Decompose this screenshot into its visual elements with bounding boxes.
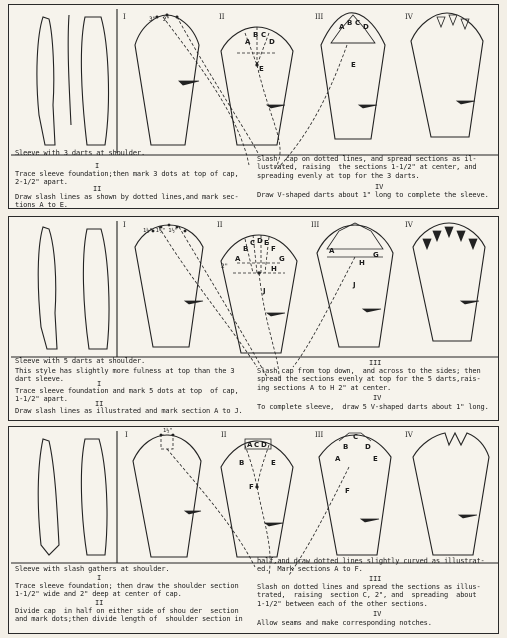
- step-1-text: Trace sleeve foundation;then mark 3 dots at top of cap, 2-1/2" apart.: [15, 170, 239, 187]
- section-label: C: [250, 239, 255, 247]
- step-4-text: Allow seams and make corresponding notches.: [257, 619, 432, 627]
- panel-five-darts: [8, 216, 499, 421]
- step-numeral: I: [97, 574, 102, 582]
- section-label: C: [353, 433, 358, 441]
- section-label: A: [235, 255, 241, 263]
- section-label: A: [245, 38, 251, 46]
- cap-measurement: 3" 2": [149, 16, 170, 23]
- section-label: B: [243, 245, 249, 253]
- cap-measurement: 1½" 1½" 1½": [143, 228, 178, 234]
- step-2-text: Divide cap in half on either side of shou der section and mark dots;then divide length of shoulder section in: [15, 607, 243, 624]
- step-numeral: III: [315, 13, 324, 21]
- step-numeral: III: [369, 575, 382, 583]
- section-label: E: [259, 65, 264, 73]
- section-label: D: [257, 237, 263, 245]
- step-2-text: Draw slash lines as illustrated and mark section A to J.: [15, 407, 243, 415]
- step-numeral: II: [217, 221, 223, 229]
- section-label: F: [271, 245, 276, 253]
- section-label: D: [363, 23, 369, 31]
- section-label: D: [261, 441, 267, 449]
- section-label: B: [343, 443, 349, 451]
- section-label: G: [373, 251, 379, 259]
- section-label: J: [353, 281, 356, 289]
- section-label: E: [264, 239, 269, 247]
- step-4-text: Draw V-shaped darts about 1" long to complete the sleeve.: [257, 191, 489, 199]
- panel-three-darts: [8, 4, 499, 209]
- panel-caption: Sleeve with 5 darts at shoulder.: [15, 357, 146, 365]
- section-label: D: [365, 443, 371, 451]
- step-numeral: II: [93, 185, 102, 193]
- section-label: A: [247, 441, 253, 449]
- section-label: E: [373, 455, 378, 463]
- section-label: F: [249, 483, 254, 491]
- panel-caption: Sleeve with 3 darts at shoulder.: [15, 149, 146, 157]
- step-numeral: I: [123, 221, 126, 229]
- section-label: A: [339, 23, 345, 31]
- section-label: B: [239, 459, 245, 467]
- step-numeral: II: [221, 431, 227, 439]
- step-2-continued-text: half,and draw dotted lines slightly curved as illustrat- ed. Mark sections A to F.: [257, 557, 485, 574]
- section-label: F: [345, 487, 350, 495]
- step-numeral: IV: [405, 13, 413, 21]
- section-label: E: [351, 61, 356, 69]
- depth-measurement: 2": [221, 263, 228, 270]
- section-label: J: [263, 287, 266, 295]
- step-numeral: III: [315, 431, 324, 439]
- step-numeral: I: [95, 162, 100, 170]
- step-numeral: I: [123, 13, 126, 21]
- intro-text: This style has slightly more fulness at top than the 3 dart sleeve.: [15, 367, 235, 384]
- step-1-text: Trace sleeve foundation and mark 5 dots at top of cap, 1-1/2" apart.: [15, 387, 239, 404]
- step-numeral: III: [369, 359, 382, 367]
- panel-caption: Sleeve with slash gathers at shoulder.: [15, 565, 170, 573]
- step-3-text: Slash cap on dotted lines, and spread sections as il- lustrated, raising the sections 1-1/2" at center, and spreading evenly at top for the 3 darts.: [257, 155, 477, 180]
- step-numeral: IV: [405, 221, 413, 229]
- step-numeral: III: [311, 221, 320, 229]
- step-numeral: II: [95, 599, 104, 607]
- section-label: H: [271, 265, 277, 273]
- step-numeral: IV: [375, 183, 384, 191]
- step-numeral: II: [219, 13, 225, 21]
- step-1-text: Trace sleeve foundation; then draw the shoulder section 1-1/2" wide and 2" deep at center of cap.: [15, 582, 239, 599]
- step-numeral: IV: [373, 394, 382, 402]
- step-numeral: I: [125, 431, 128, 439]
- section-label: B: [253, 31, 259, 39]
- section-label: H: [359, 259, 365, 267]
- step-numeral: IV: [373, 610, 382, 618]
- step-numeral: I: [97, 380, 102, 388]
- step-numeral: IV: [405, 431, 413, 439]
- section-label: D: [269, 38, 275, 46]
- section-label: C: [355, 19, 360, 27]
- section-label: A: [329, 247, 335, 255]
- section-label: G: [279, 255, 285, 263]
- section-label: E: [271, 459, 276, 467]
- step-3-text: Slash on dotted lines and spread the sections as illus- trated, raising section C, 2", and spreading about 1-1/2" between each of the other sections.: [257, 583, 481, 608]
- section-label: C: [261, 31, 266, 39]
- step-4-text: To complete sleeve, draw 5 V-shaped darts about 1" long.: [257, 403, 489, 411]
- section-label: A: [335, 455, 341, 463]
- section-label: C: [254, 441, 259, 449]
- panel-slash-gathers: [8, 426, 499, 634]
- step-2-text: Draw slash lines as shown by dotted lines,and mark sec- tions A to E.: [15, 193, 239, 210]
- step-numeral: II: [95, 400, 104, 408]
- step-3-text: Slash cap from top down, and across to the sides; then spread the sections evenly at top for the 5 darts,rais- ing sections A to H 2" at center.: [257, 367, 481, 392]
- section-label: B: [347, 19, 353, 27]
- cap-measurement: 1½": [163, 428, 173, 434]
